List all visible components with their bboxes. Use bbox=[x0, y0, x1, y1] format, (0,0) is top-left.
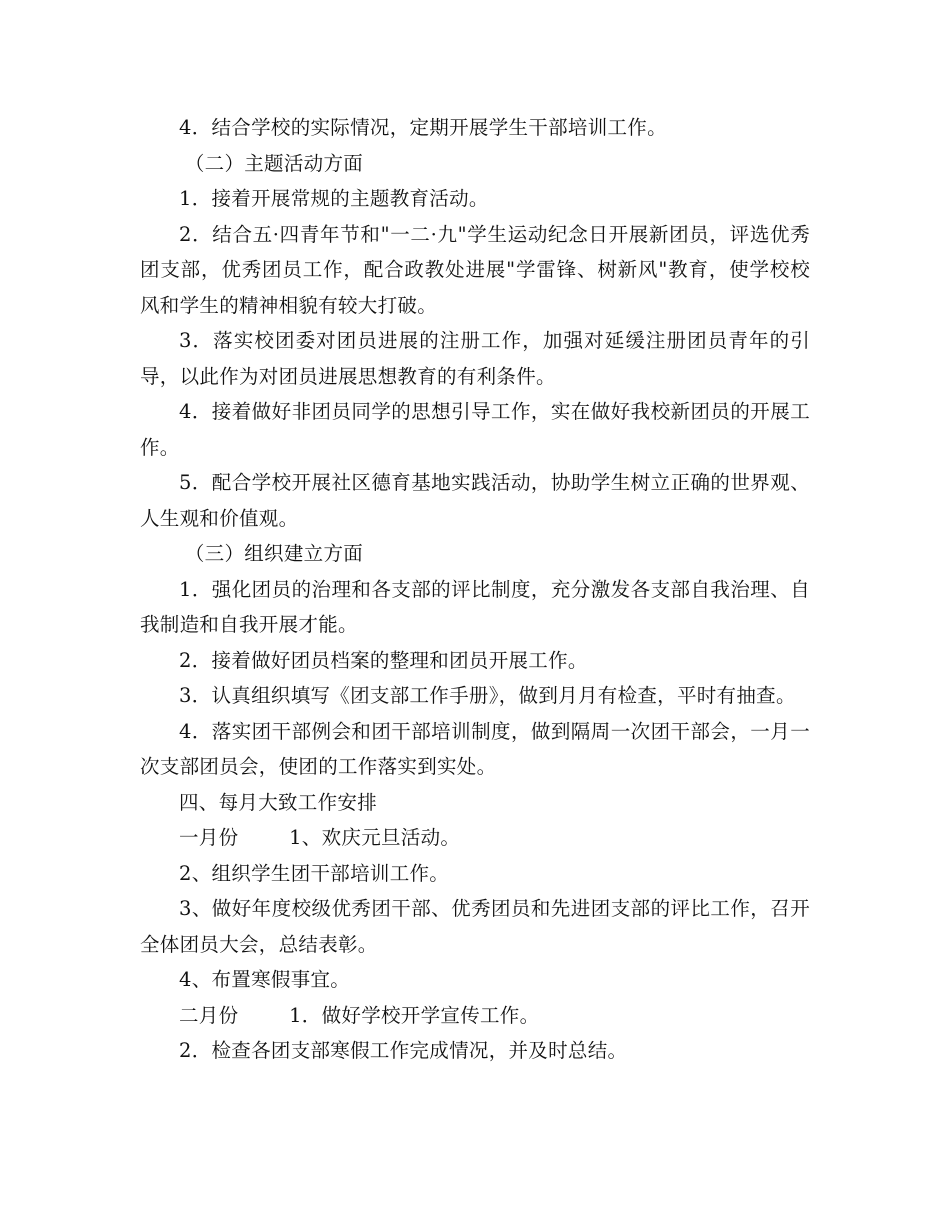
paragraph: 3．认真组织填写《团支部工作手册》，做到月月有检查，平时有抽查。 bbox=[179, 684, 796, 707]
paragraph: 1．接着开展常规的主题教育活动。 bbox=[179, 187, 489, 210]
paragraph: 5．配合学校开展社区德育基地实践活动，协助学生树立正确的世界观、人生观和价值观。 bbox=[140, 471, 810, 530]
list-item: 2、组织学生团干部培训工作。 bbox=[179, 861, 450, 885]
section-heading: （三）组织建立方面 bbox=[184, 542, 364, 565]
list-item: 3、做好年度校级优秀团干部、优秀团员和先进团支部的评比工作，召开全体团员大会，总结表彰。 bbox=[140, 897, 810, 956]
paragraph: 2．结合五·四青年节和"一二·九"学生运动纪念日开展新团员，评选优秀团支部，优秀团员工作，配合政教处进展"学雷锋、树新风"教育，使学校校风和学生的精神相貌有较大打破。 bbox=[140, 222, 810, 317]
section-heading: 四、每月大致工作安排 bbox=[179, 790, 378, 814]
paragraph: 4．结合学校的实际情况，定期开展学生干部培训工作。 bbox=[179, 116, 667, 139]
month-row-february bbox=[140, 998, 810, 1034]
month-item: 1．做好学校开学宣传工作。 bbox=[289, 1003, 540, 1027]
paragraph: 2．接着做好团员档案的整理和团员开展工作。 bbox=[179, 648, 588, 672]
paragraph: 4．落实团干部例会和团干部培训制度，做到隔周一次团干部会，一月一次支部团员会，使团的工作落实到实处。 bbox=[140, 719, 810, 778]
paragraph: 1．强化团员的治理和各支部的评比制度，充分激发各支部自我治理、自我制造和自我开展才能。 bbox=[140, 577, 810, 636]
month-label: 二月份 bbox=[179, 1003, 239, 1027]
section-heading: （二）主题活动方面 bbox=[184, 151, 364, 175]
month-item: 1、欢庆元旦活动。 bbox=[289, 826, 461, 849]
list-item: 2．检查各团支部寒假工作完成情况，并及时总结。 bbox=[179, 1039, 628, 1062]
paragraph: 3．落实校团委对团员进展的注册工作，加强对延缓注册团员青年的引导，以此作为对团员进展思想教育的有利条件。 bbox=[140, 329, 810, 388]
month-row-january bbox=[140, 820, 810, 856]
list-item: 4、布置寒假事宜。 bbox=[179, 968, 351, 991]
month-label: 一月份 bbox=[179, 826, 239, 849]
paragraph: 4．接着做好非团员同学的思想引导工作，实在做好我校新团员的开展工作。 bbox=[140, 400, 810, 459]
